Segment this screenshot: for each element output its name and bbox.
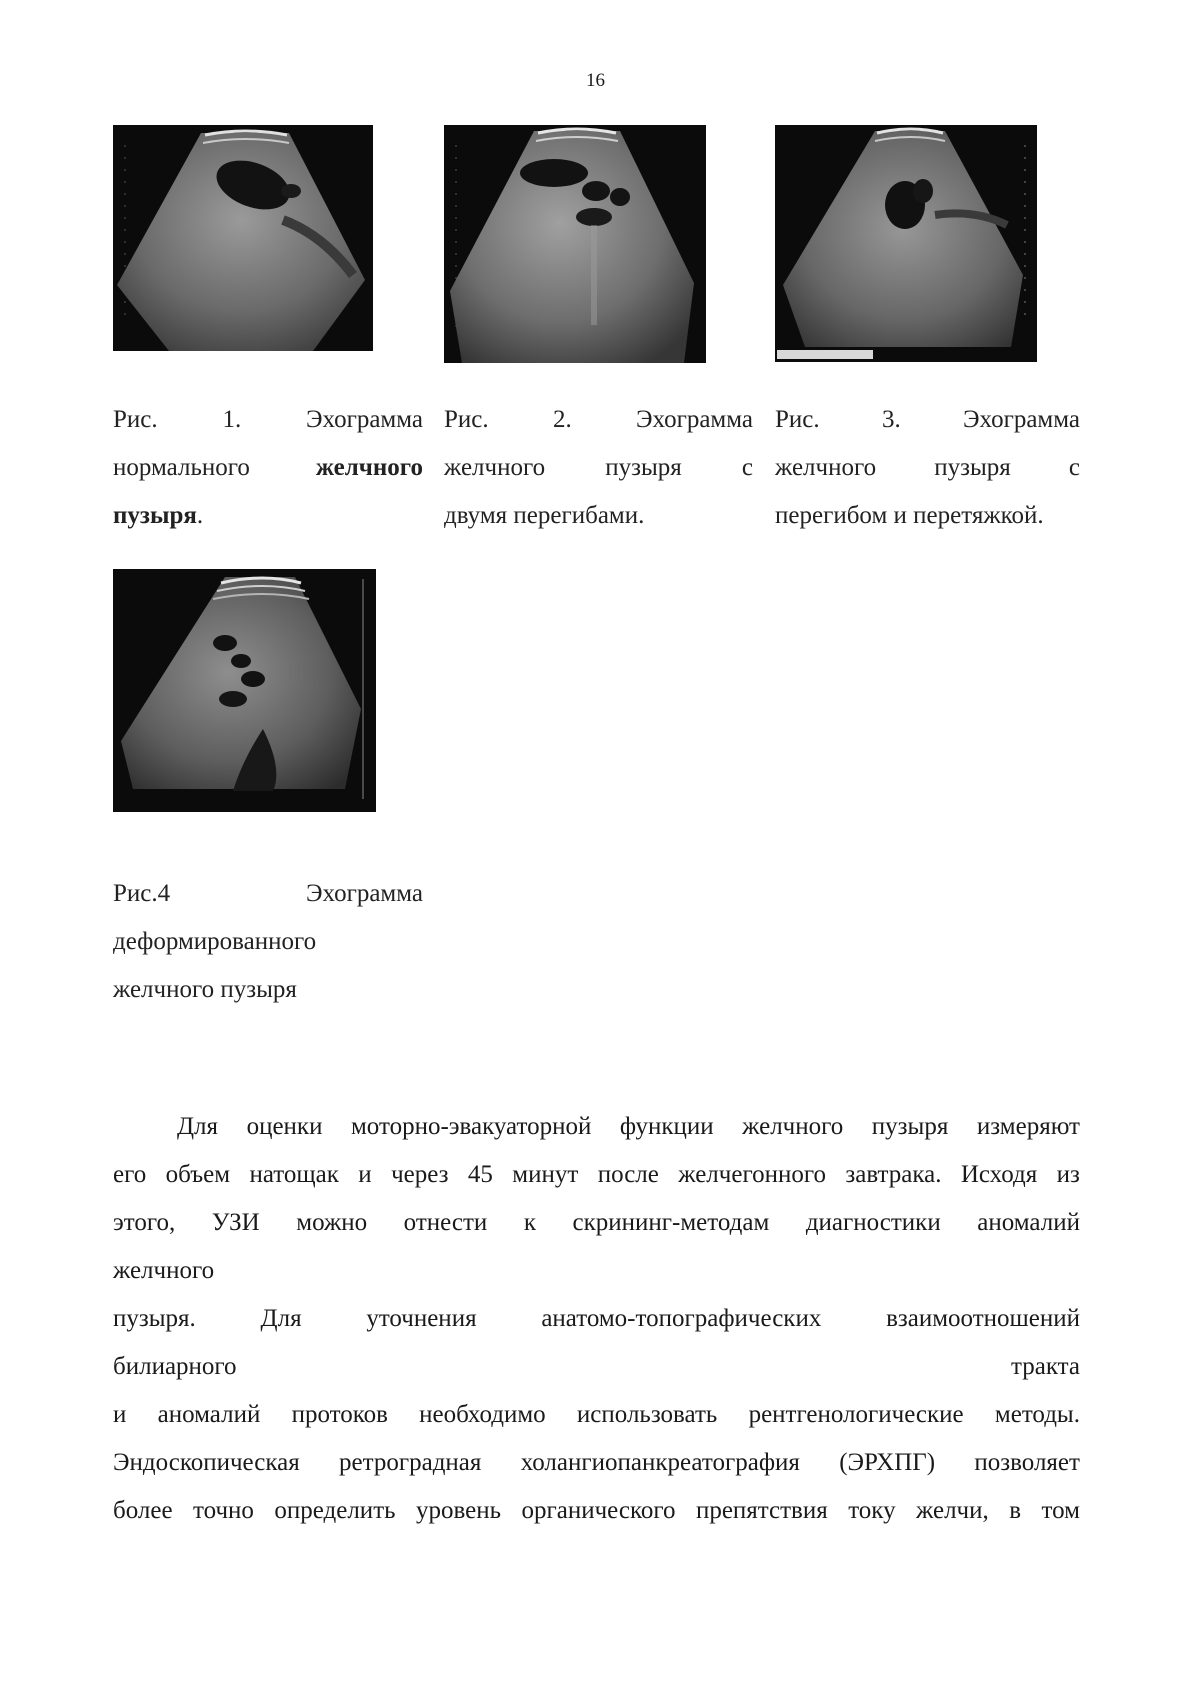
body-word: желчи, xyxy=(916,1497,989,1524)
body-word: функции xyxy=(619,1113,714,1140)
caption-word: перегибом и перетяжкой. xyxy=(775,502,1044,529)
body-word: более xyxy=(113,1497,173,1524)
caption-word: с xyxy=(741,454,753,481)
body-word: позволяет xyxy=(974,1449,1080,1476)
caption-word-bold: пузыря xyxy=(113,502,197,529)
body-word: диагностики xyxy=(805,1209,941,1236)
body-word: отнести xyxy=(403,1209,488,1236)
figure-4-caption-line xyxy=(113,918,423,966)
body-line xyxy=(113,1391,1080,1439)
body-line xyxy=(113,1199,1080,1247)
body-word: необходимо xyxy=(419,1401,546,1428)
figure-2-caption-line xyxy=(444,396,753,444)
body-word: Исходя xyxy=(960,1161,1038,1188)
body-word: после xyxy=(597,1161,659,1188)
body-word: 45 xyxy=(467,1161,493,1188)
body-word: натощак xyxy=(249,1161,339,1188)
caption-word: нормального xyxy=(113,454,250,481)
echogram-figure-2 xyxy=(444,125,706,363)
body-word: Для xyxy=(177,1113,219,1140)
figure-2-caption-line xyxy=(444,492,753,540)
caption-word: 1. xyxy=(222,406,242,433)
body-word: Для xyxy=(260,1305,302,1332)
body-word: тракта xyxy=(1011,1353,1080,1380)
body-word: току xyxy=(848,1497,896,1524)
figure-3-caption xyxy=(775,396,1080,540)
body-line xyxy=(113,1343,1080,1391)
body-line xyxy=(113,1295,1080,1343)
body-word: и xyxy=(113,1401,127,1428)
figure-1-caption xyxy=(113,396,423,540)
caption-word: с xyxy=(1068,454,1080,481)
body-word: методы. xyxy=(994,1401,1080,1428)
caption-word: 3. xyxy=(881,406,901,433)
body-word: измеряют xyxy=(976,1113,1080,1140)
body-word: органического xyxy=(521,1497,676,1524)
figure-4-caption xyxy=(113,870,423,1014)
caption-word: Эхограмма xyxy=(636,406,753,433)
body-word: минут xyxy=(512,1161,579,1188)
caption-word: 2. xyxy=(552,406,572,433)
body-word: аномалий xyxy=(157,1401,261,1428)
caption-word: Эхограмма xyxy=(306,880,423,907)
figure-4-caption-line xyxy=(113,870,423,918)
figure-1-caption-line xyxy=(113,492,423,540)
body-word: скрининг-методам xyxy=(572,1209,770,1236)
echogram-figure-1 xyxy=(113,125,373,351)
body-word: оценки xyxy=(246,1113,323,1140)
body-word: и xyxy=(358,1161,372,1188)
body-word: можно xyxy=(296,1209,368,1236)
body-line xyxy=(113,1487,1080,1535)
caption-word: пузыря xyxy=(934,454,1011,481)
body-line xyxy=(113,1103,1080,1151)
body-word: пузыря. xyxy=(113,1305,196,1332)
caption-word: Эхограмма xyxy=(306,406,423,433)
body-word: УЗИ xyxy=(211,1209,260,1236)
body-line xyxy=(113,1151,1080,1199)
caption-word: Эхограмма xyxy=(963,406,1080,433)
caption-word: желчного xyxy=(775,454,877,481)
body-word: Эндоскопическая xyxy=(113,1449,300,1476)
caption-punctuation: . xyxy=(196,502,204,529)
body-word: этого, xyxy=(113,1209,176,1236)
caption-word: Рис. xyxy=(113,406,158,433)
body-paragraph xyxy=(113,1103,1080,1535)
body-word: холангиопанкреатография xyxy=(520,1449,800,1476)
caption-word: желчного пузыря xyxy=(113,976,297,1003)
echogram-figure-3 xyxy=(775,125,1037,362)
body-word: том xyxy=(1041,1497,1080,1524)
echogram-figure-4 xyxy=(113,569,376,812)
body-word: из xyxy=(1056,1161,1080,1188)
body-word: аномалий xyxy=(977,1209,1080,1236)
body-word: моторно-эвакуаторной xyxy=(350,1113,592,1140)
caption-word: деформированного xyxy=(113,928,317,955)
body-word: взаимоотношений xyxy=(886,1305,1080,1332)
body-word: билиарного xyxy=(113,1353,237,1380)
body-word: пузыря xyxy=(871,1113,949,1140)
figure-3-caption-line xyxy=(775,444,1080,492)
body-word: (ЭРХПГ) xyxy=(839,1449,936,1476)
body-word: использовать xyxy=(576,1401,718,1428)
figure-4-caption-line xyxy=(113,966,423,1014)
body-word: анатомо-топографических xyxy=(541,1305,822,1332)
body-word: к xyxy=(523,1209,536,1236)
body-word: завтрака. xyxy=(845,1161,942,1188)
body-word: в xyxy=(1009,1497,1022,1524)
body-word: его xyxy=(113,1161,147,1188)
caption-word: желчного xyxy=(444,454,546,481)
body-line xyxy=(113,1439,1080,1487)
body-word: желчного xyxy=(742,1113,844,1140)
caption-word: Рис. xyxy=(775,406,820,433)
caption-word: Рис. xyxy=(444,406,489,433)
body-word: объем xyxy=(165,1161,231,1188)
caption-word: пузыря xyxy=(605,454,682,481)
body-word: препятствия xyxy=(695,1497,828,1524)
body-word: протоков xyxy=(291,1401,388,1428)
caption-word: Рис.4 xyxy=(113,880,171,907)
figure-2-caption xyxy=(444,396,753,540)
body-word: точно xyxy=(193,1497,254,1524)
figure-3-caption-line xyxy=(775,396,1080,444)
figure-1-caption-line xyxy=(113,444,423,492)
figure-2-caption-line xyxy=(444,444,753,492)
body-line: желчного xyxy=(113,1257,215,1284)
figure-3-caption-line xyxy=(775,492,1080,540)
body-word: определить xyxy=(274,1497,396,1524)
body-word: уточнения xyxy=(366,1305,477,1332)
body-word: уровень xyxy=(415,1497,502,1524)
page-number: 16 xyxy=(586,70,605,91)
body-word: ретроградная xyxy=(339,1449,482,1476)
caption-word: двумя перегибами. xyxy=(444,502,645,529)
body-word: желчегонного xyxy=(678,1161,826,1188)
body-word: рентгенологические xyxy=(748,1401,964,1428)
body-word: через xyxy=(391,1161,449,1188)
caption-word-bold: желчного xyxy=(315,454,423,481)
figure-1-caption-line xyxy=(113,396,423,444)
